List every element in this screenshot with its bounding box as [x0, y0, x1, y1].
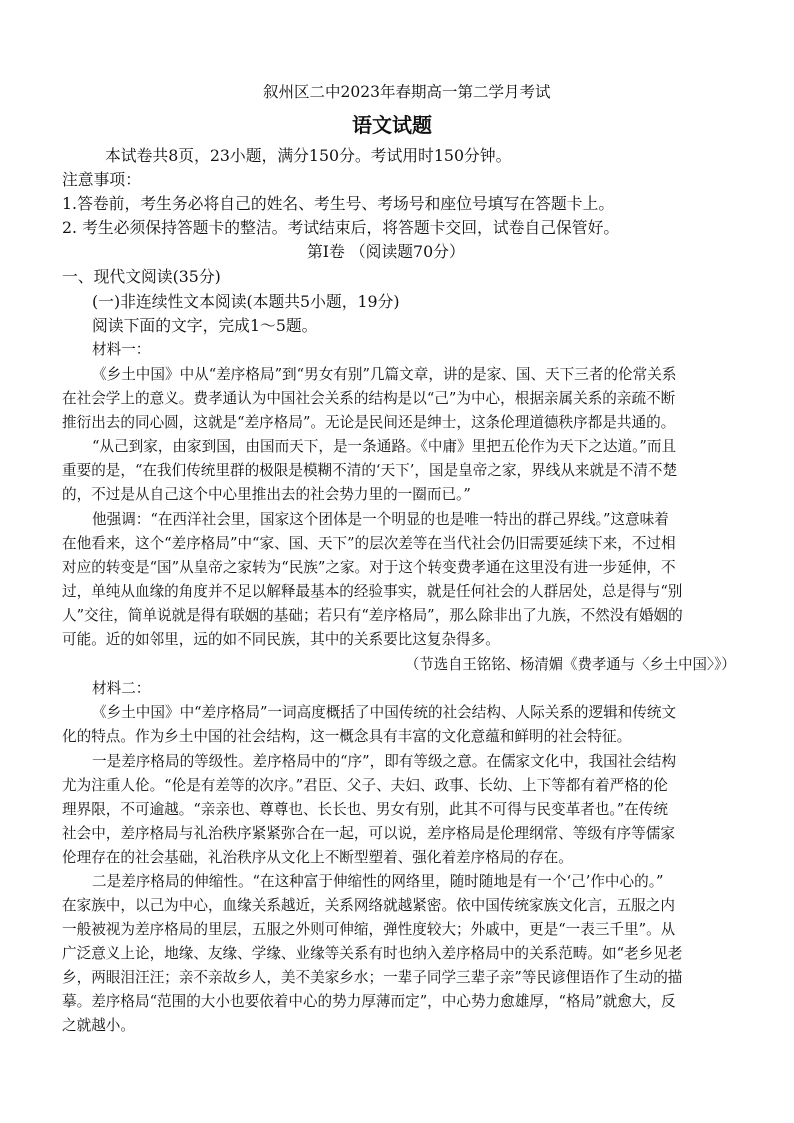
material1-line: 在社会学上的意义。费孝通认为中国社会关系的结构是以“己”为中心，根据亲属关系的亲疏不断: [62, 390, 676, 407]
material2-label: 材料二：: [92, 680, 151, 697]
material2-line: 化的特点。作为乡土中国的社会结构，这一概念具有丰富的文化意蕴和鲜明的社会特征。: [62, 728, 632, 745]
material2-line: 在家族中，以己为中心，血缘关系越近，关系网络就越紧密。依中国传统家族文化言，五服之内: [62, 897, 675, 914]
material1-line: 可能。近的如邻里，远的如不同民族，其中的关系要比这复杂得多。: [62, 631, 500, 648]
notice-item-2: 2. 考生必须保持答题卡的整洁。考试结束后，将答题卡交回，试卷自己保管好。: [62, 218, 620, 237]
material2-line: 乡，两眼泪汪汪；亲不亲故乡人，美不美家乡水；一辈子同学三辈子亲”等民谚俚语作了生动的描: [62, 969, 683, 986]
section-heading: 一、现代文阅读(35分): [62, 267, 221, 286]
material2-line: 摹。差序格局“范围的大小也要依着中心的势力厚薄而定”，中心势力愈雄厚，“格局”就愈大，反: [62, 993, 676, 1010]
material2-line: 社会中，差序格局与礼治秩序紧紧弥合在一起，可以说，差序格局是伦理纲常、等级有序等儒家: [62, 825, 675, 842]
notice-item-1: 1.答卷前，考生务必将自己的姓名、考生号、考场号和座位号填写在答题卡上。: [62, 194, 615, 213]
material1-line: 对应的转变是“国”从皇帝之家转为“民族”之家。对于这个转变费孝通在这里没有进一步延伸，不: [62, 559, 676, 576]
exam-title: 叙州区二中2023年春期高一第二学月考试: [263, 83, 551, 101]
material2-line: 尤为注重人伦。“伦是有差等的次序。”君臣、父子、夫妇、政事、长幼、上下等都有着严格的伦: [62, 777, 668, 794]
material2-line: 之就越小。: [62, 1017, 135, 1034]
material2-line: 广泛意义上论，地缘、友缘、学缘、业缘等关系有时也纳入差序格局中的关系范畴。如“老乡见老: [62, 945, 683, 962]
material2-line: 一是差序格局的等级性。差序格局中的“序”，即有等级之意。在儒家文化中，我国社会结构: [92, 753, 677, 770]
material1-line: 他强调：“在西洋社会里，国家这个团体是一个明显的也是唯一特出的群己界线。”这意味着: [92, 511, 669, 528]
material1-line: 推衍出去的同心圆，这就是“差序格局”。无论是民间还是绅士，这条伦理道德秩序都是共通的。: [62, 414, 676, 431]
notice-heading: 注意事项：: [62, 170, 141, 189]
material1-line: 过，单纯从血缘的角度并不足以解释最基本的经验事实，就是任何社会的人群居处，总是得与“别: [62, 583, 683, 600]
material1-line: “从己到家，由家到国，由国而天下，是一条通路。《中庸》里把五伦作为天下之达道。”而且: [92, 438, 677, 455]
material1-line: 人”交往，简单说就是得有联姻的基础；若只有“差序格局”，那么除非出了九族，不然没有婚姻的: [62, 607, 683, 624]
material1-line: 的，不过是从自己这个中心里推出去的社会势力里的一圈而已。”: [62, 486, 471, 503]
reading-instruction: 阅读下面的文字，完成1～5题。: [92, 316, 318, 335]
material2-line: 一般被视为差序格局的里层，五服之外则可伸缩，弹性度较大；外戚中，更是“一表三千里”。从: [62, 921, 676, 938]
material2-line: 伦理存在的社会基础，礼治秩序从文化上不断型塑着、强化着差序格局的存在。: [62, 849, 573, 866]
material2-line: 二是差序格局的伸缩性。“在这种富于伸缩性的网络里，随时随地是有一个‘己’作中心的。”: [92, 873, 664, 890]
material1-line: 重要的是，“在我们传统里群的极限是模糊不清的‘天下’，国是皇帝之家，界线从来就是不清不楚: [62, 462, 678, 479]
material1-source: （节选自王铭铭、杨清媚《费孝通与〈乡土中国〉》）: [405, 656, 736, 673]
subject-title: 语文试题: [352, 113, 432, 137]
material2-line: 《乡土中国》中“差序格局”一词高度概括了中国传统的社会结构、人际关系的逻辑和传统文: [92, 704, 677, 721]
material1-line: 《乡土中国》中从“差序格局”到“男女有别”几篇文章，讲的是家、国、天下三者的伦常关系: [92, 366, 677, 383]
material1-line: 在他看来，这个“差序格局”中“家、国、天下”的层次差等在当代社会仍旧需要延续下来，不过相: [62, 535, 676, 552]
exam-summary: 本试卷共8页，23小题，满分150分。考试用时150分钟。: [105, 146, 512, 165]
material1-label: 材料一：: [92, 341, 151, 358]
sub-section-heading: (一)非连续性文本阅读(本题共5小题，19分): [92, 292, 400, 311]
material2-line: 理界限，不可逾越。“亲亲也、尊尊也、长长也、男女有别，此其不可得与民变革者也。”在传统: [62, 801, 668, 818]
volume-heading: 第I卷 （阅读题70分）: [307, 242, 465, 261]
